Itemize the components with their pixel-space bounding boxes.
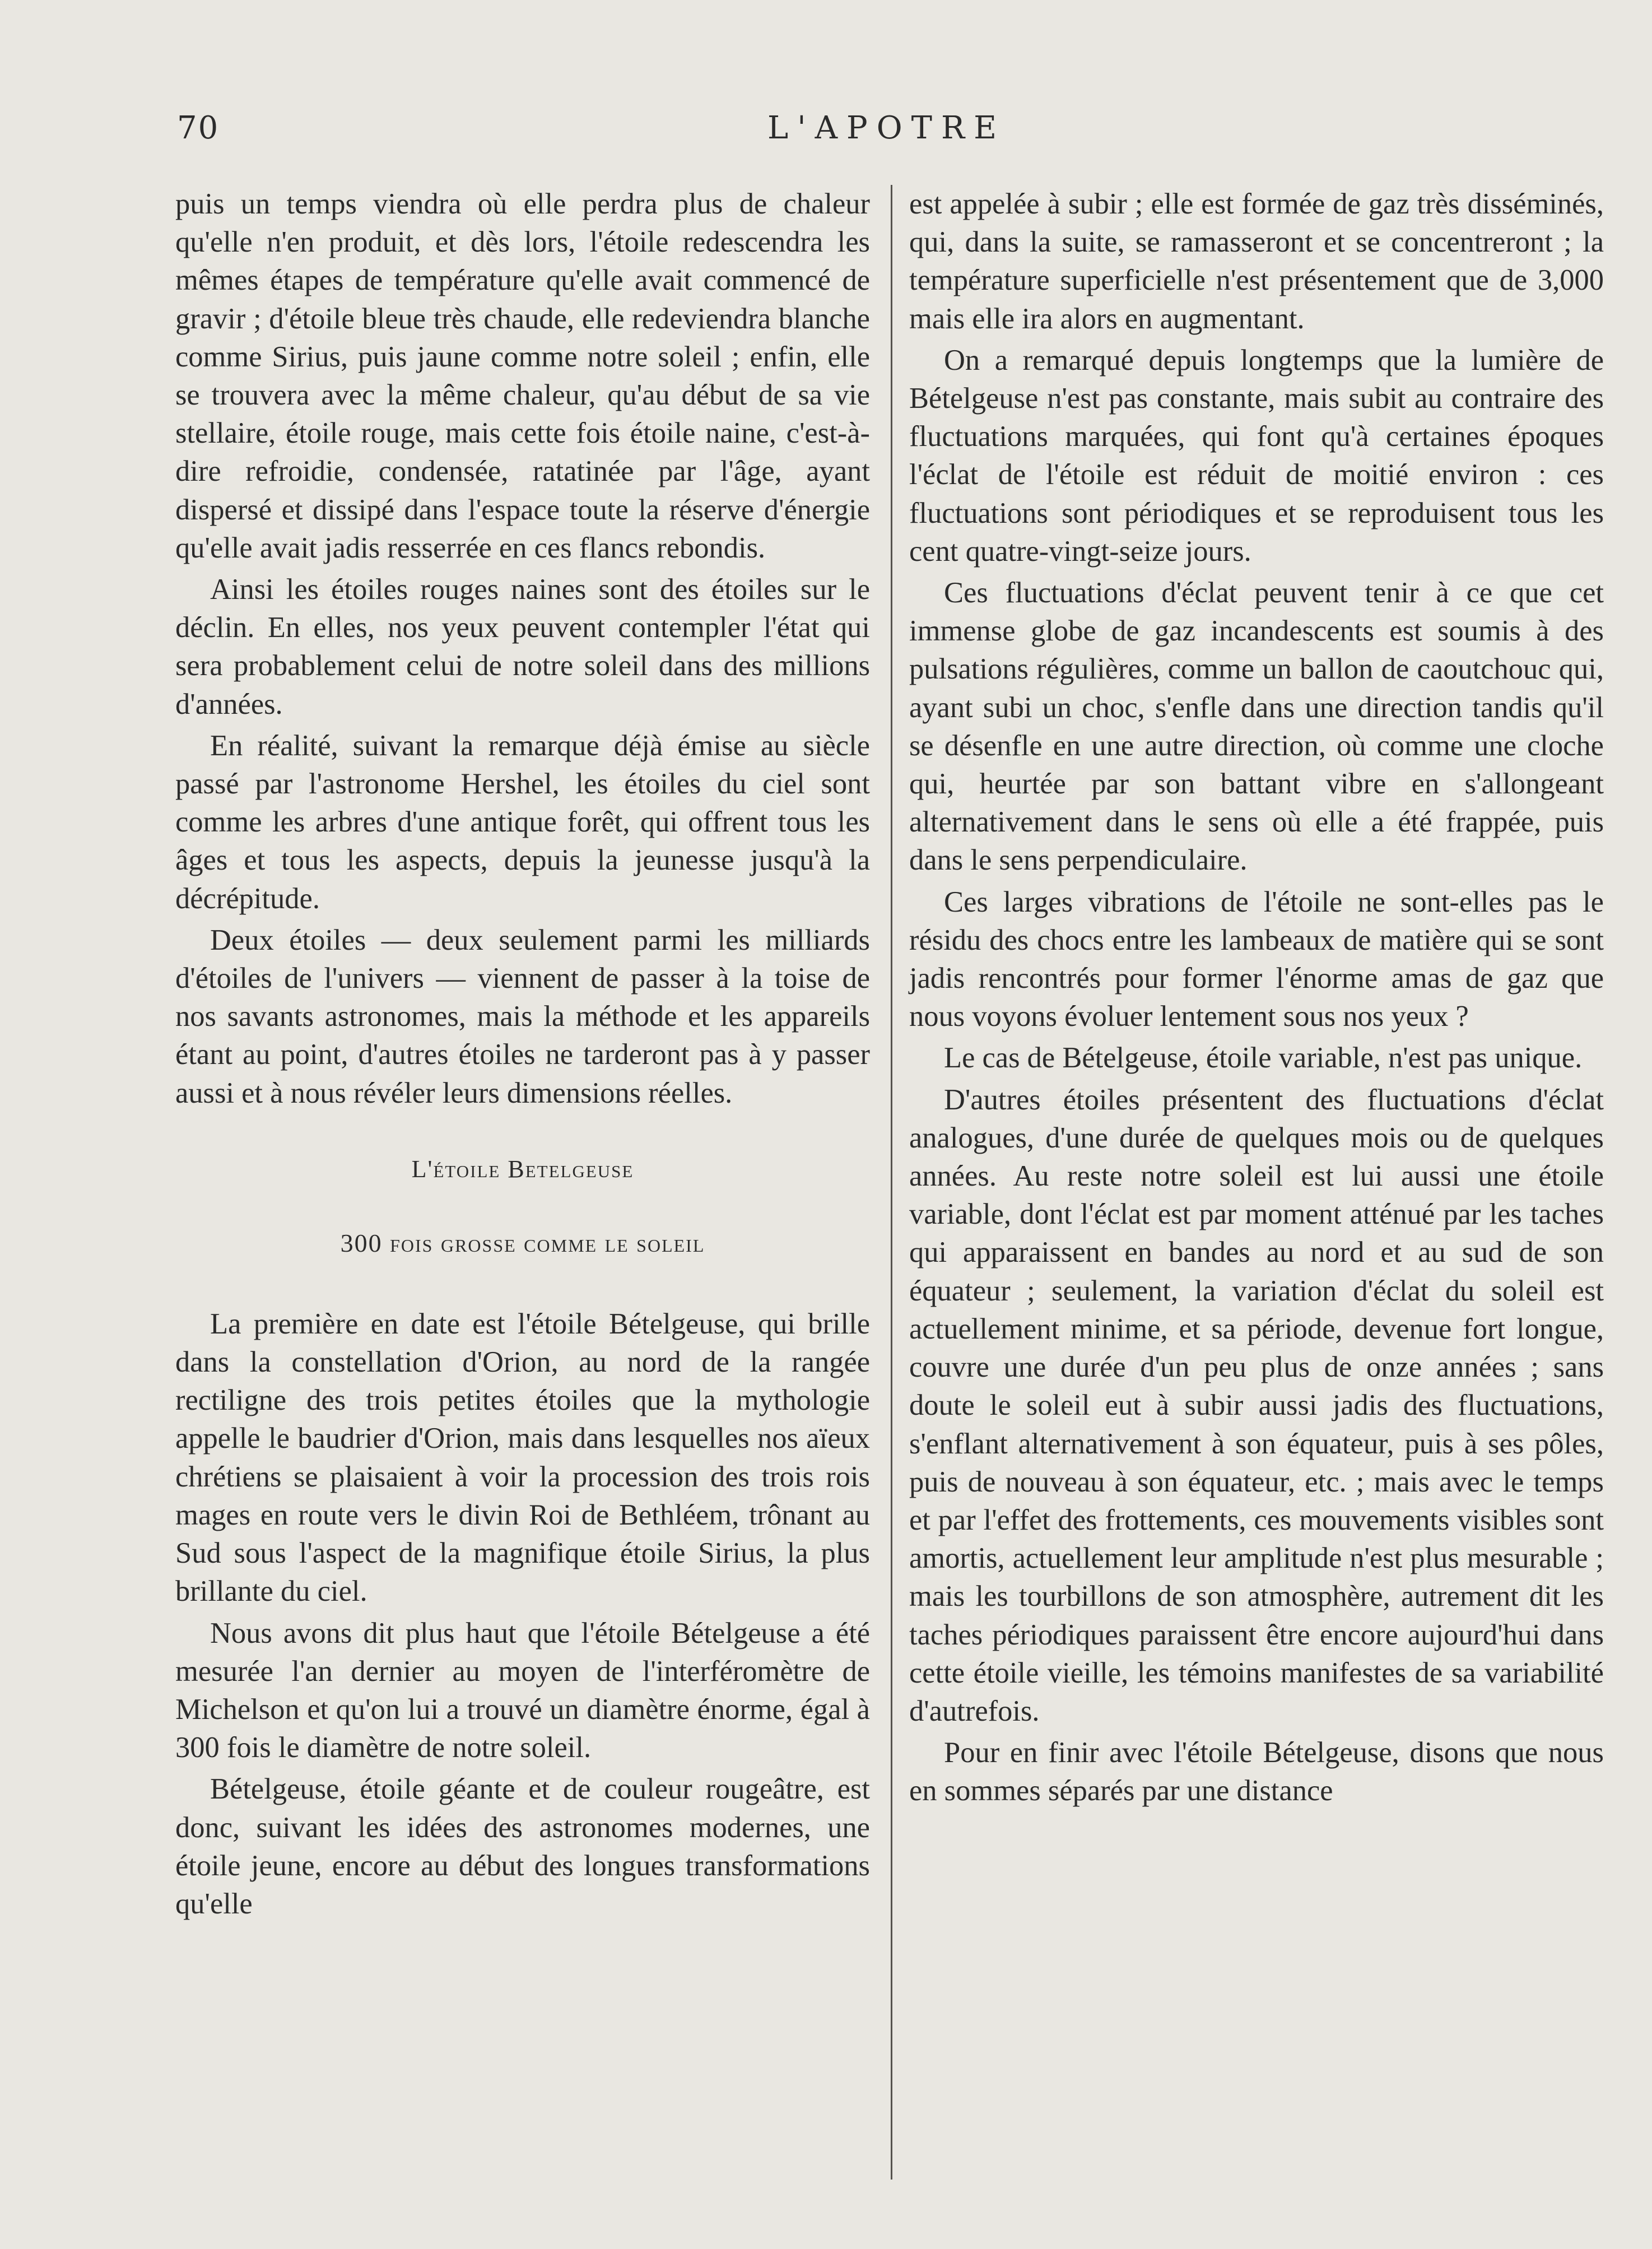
section-subheading: 300 fois grosse comme le soleil [340,1228,705,1257]
section-heading: L'étoile Betelgeuse [411,1155,634,1183]
paragraph: Ainsi les étoiles rouges naines sont des étoiles sur le déclin. En elles, nos yeux peuvent contempler l'état qui sera probablement celui de notre soleil dans des millions d'années. [175,573,870,721]
paragraph: est appelée à subir ; elle est formée de gaz très disséminés, qui, dans la suite, se ramasseront et se concentreront ; la température superficielle n'est présentement que de 3,000 mais elle ira alors en augmentant. [909,188,1604,335]
left-column [175,185,870,1923]
paragraph: Nous avons dit plus haut que l'étoile Bételgeuse a été mesurée l'an dernier au moyen de l'interféromètre de Michelson et qu'on lui a trouvé un diamètre énorme, égal à 300 fois le diamètre de notre soleil. [175,1616,870,1764]
paragraph: Bételgeuse, étoile géante et de couleur rougeâtre, est donc, suivant les idées des astronomes modernes, une étoile jeune, encore au début des longues transformations qu'elle [175,1773,870,1920]
right-column [909,185,1604,1810]
running-title: L'APOTRE [767,110,1006,146]
paragraph: La première en date est l'étoile Bételgeuse, qui brille dans la constellation d'Orion, au nord de la rangée rectiligne des trois petites étoiles que la mythologie appelle le baudrier d'Orion, mais dans lesquelles nos aïeux chrétiens se plaisaient à voir la procession des trois rois mages en route vers le divin Roi de Bethléem, trônant au Sud sous l'aspect de la magnifique étoile Sirius, la plus brillante du ciel. [175,1307,870,1608]
paragraph: Ces larges vibrations de l'étoile ne sont-elles pas le résidu des chocs entre les lambeaux de matière qui se sont jadis rencontrés pour former l'énorme amas de gaz que nous voyons évoluer lentement sous nos yeux ? [909,885,1604,1033]
paragraph: D'autres étoiles présentent des fluctuations d'éclat analogues, d'une durée de quelques mois ou de quelques années. Au reste notre soleil est lui aussi une étoile variable, dont l'éclat est par moment atténué par les taches qui apparaissent en bandes au nord et au sud de son équateur ; seulement, la variation d'éclat du soleil est actuellement minime, et sa période, devenue fort longue, couvre une durée d'un peu plus de onze années ; sans doute le soleil eut à subir aussi jadis des fluctuations, s'enflant alternativement à son équateur, puis à ses pôles, puis de nouveau à son équateur, etc. ; mais avec le temps et par l'effet des frottements, ces mouvements visibles sont amortis, actuellement leur amplitude n'est plus mesurable ; mais les tourbillons de son atmosphère, autrement dit les taches périodiques paraissent être encore aujourd'hui dans cette étoile vieille, les témoins manifestes de sa variabilité d'autrefois. [909,1083,1604,1727]
paragraph: Deux étoiles — deux seulement parmi les milliards d'étoiles de l'univers — viennent de passer à la toise de nos savants astronomes, mais la méthode et les appareils étant au point, d'autres étoiles ne tarderont pas à y passer aussi et à nous révéler leurs dimensions réelles. [175,923,870,1109]
paragraph: Pour en finir avec l'étoile Bételgeuse, disons que nous en sommes séparés par une distance [909,1736,1604,1807]
column-divider [891,185,892,2180]
paragraph: Le cas de Bételgeuse, étoile variable, n'est pas unique. [944,1042,1583,1075]
paragraph: Ces fluctuations d'éclat peuvent tenir à ce que cet immense globe de gaz incandescents est soumis à des pulsations régulières, comme un ballon de caoutchouc qui, ayant subi un choc, s'enfle dans une direction tandis qu'il se désenfle en une autre direction, où comme une cloche qui, heurtée par son battant vibre en s'allongeant alternativement dans le sens où elle a été frappée, puis dans le sens perpendiculaire. [909,577,1604,877]
paragraph: On a remarqué depuis longtemps que la lumière de Bételgeuse n'est pas constante, mais subit au contraire des fluctuations marquées, qui font qu'à certaines époques l'éclat de l'étoile est réduit de moitié environ : ces fluctuations sont périodiques et se reproduisent tous les cent quatre-vingt-seize jours. [909,343,1604,568]
paragraph: En réalité, suivant la remarque déjà émise au siècle passé par l'astronome Hershel, les étoiles du ciel sont comme les arbres d'une antique forêt, qui offrent tous les âges et tous les aspects, depuis la jeunesse jusqu'à la décrépitude. [175,729,870,915]
paragraph: puis un temps viendra où elle perdra plus de chaleur qu'elle n'en produit, et dès lors, l'étoile redescendra les mêmes étapes de température qu'elle avait commencé de gravir ; d'étoile bleue très chaude, elle redeviendra blanche comme Sirius, puis jaune comme notre soleil ; enfin, elle se trouvera avec la même chaleur, qu'au début de sa vie stellaire, étoile rouge, mais cette fois étoile naine, c'est-à-dire refroidie, condensée, ratatinée par l'âge, ayant dispersé et dissipé dans l'espace toute la réserve d'énergie qu'elle avait jadis resserrée en ces flancs rebondis. [175,188,870,564]
page-number: 70 [177,110,220,146]
